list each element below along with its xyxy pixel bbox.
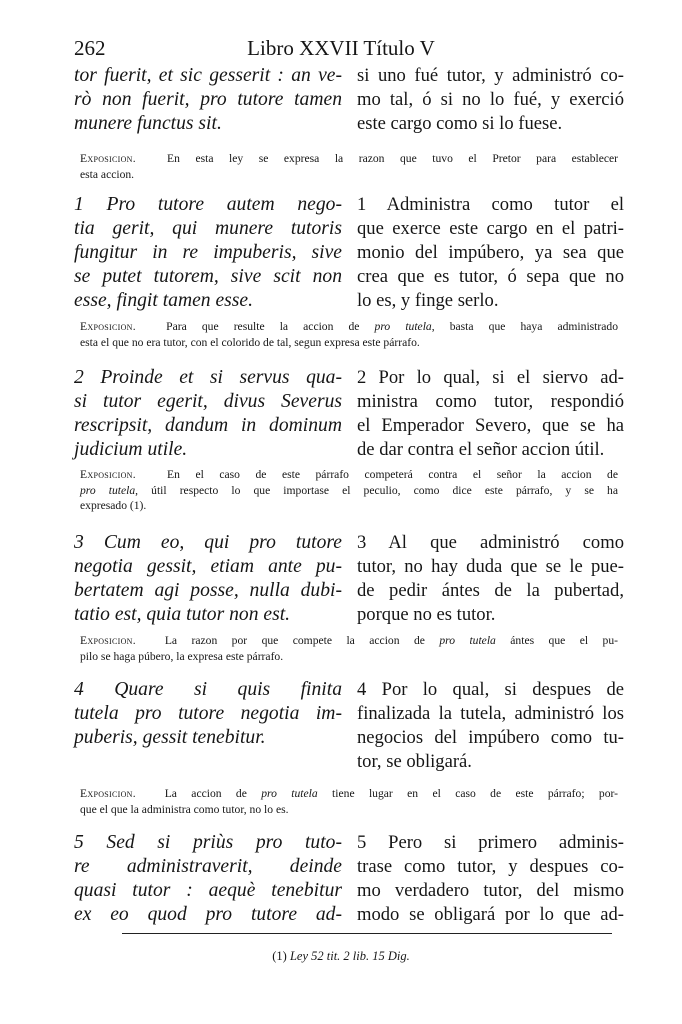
exposicion-label: Exposicion. bbox=[80, 468, 136, 481]
latin-line: 5 Sed si priùs pro tuto- bbox=[74, 832, 342, 853]
latin-line: puberis, gessit tenebitur. bbox=[74, 727, 266, 748]
spanish-line: porque no es tutor. bbox=[357, 604, 496, 625]
exposicion-label: Exposicion. bbox=[80, 152, 136, 165]
exposicion-1: Exposicion. Para que resulte la accion de pro tutela, basta que haya administrado esta el que no era tutor, con el colorido de tal, segun expresa este párrafo. bbox=[80, 320, 618, 349]
spanish-line: finalizada la tutela, administró los bbox=[357, 703, 624, 724]
spanish-line: 4 Por lo qual, si despues de bbox=[357, 679, 624, 700]
spanish-line: monio del impúbero, ya sea que bbox=[357, 242, 624, 263]
exposicion-label: Exposicion. bbox=[80, 634, 136, 647]
latin-line: fungitur in re impuberis, sive bbox=[74, 242, 342, 263]
latin-line: rò non fuerit, pro tutore tamen bbox=[74, 89, 342, 110]
exposicion-4: Exposicion. La accion de pro tutela tiene lugar en el caso de este párrafo; por- que el que la administra como tutor, no lo es. bbox=[80, 787, 619, 816]
latin-line: 4 Quare si quis finita bbox=[74, 679, 342, 700]
page-number: 262 bbox=[74, 36, 106, 60]
spanish-column bbox=[357, 831, 624, 927]
spanish-line: 3 Al que administró como bbox=[357, 532, 624, 553]
latin-column bbox=[74, 64, 342, 136]
latin-line: tutela pro tutore negotia im- bbox=[74, 703, 342, 724]
latin-line: tor fuerit, et sic gesserit : an ve- bbox=[74, 65, 342, 86]
spanish-line: tutor, no hay duda que se le pue- bbox=[357, 556, 624, 577]
exposicion-label: Exposicion. bbox=[80, 787, 136, 800]
latin-line: bertatem agi posse, nulla dubi- bbox=[74, 580, 342, 601]
footnote-marker: (1) bbox=[272, 949, 287, 963]
spanish-line: ministra como tutor, respondió bbox=[357, 391, 624, 412]
spanish-line: este cargo como si lo fuese. bbox=[357, 113, 563, 134]
footnote-text: Ley 52 tit. 2 lib. 15 Dig. bbox=[289, 949, 410, 963]
exposicion-0: Exposicion. En esta ley se expresa la razon que tuvo el Pretor para establecer esta accion. bbox=[80, 152, 619, 181]
latin-line: se putet tutorem, sive scit non bbox=[74, 266, 342, 287]
spanish-line: modo se obligará por lo que ad- bbox=[357, 904, 624, 925]
spanish-line: mo tal, ó si no lo fué, y exerció bbox=[357, 89, 624, 110]
spanish-line: el Emperador Severo, que se ha bbox=[357, 415, 624, 436]
spanish-line: de dar contra el señor accion útil. bbox=[357, 439, 605, 460]
latin-line: re administraverit, deinde bbox=[74, 856, 342, 877]
latin-line: rescripsit, dandum in dominum bbox=[74, 415, 342, 436]
spanish-column bbox=[357, 64, 624, 136]
spanish-line: 1 Administra como tutor el bbox=[357, 194, 624, 215]
spanish-line: tor, se obligará. bbox=[357, 751, 472, 772]
spanish-line: lo es, y finge serlo. bbox=[357, 290, 499, 311]
spanish-column bbox=[357, 678, 624, 774]
latin-column bbox=[74, 193, 342, 313]
spanish-line: 2 Por lo qual, si el siervo ad- bbox=[357, 367, 624, 388]
latin-line: negotia gessit, etiam ante pu- bbox=[74, 556, 342, 577]
spanish-line: que exerce este cargo en el patri- bbox=[357, 218, 624, 239]
spanish-line: trase como tutor, y despues co- bbox=[357, 856, 624, 877]
spanish-line: 5 Pero si primero adminis- bbox=[357, 832, 624, 853]
latin-line: quasi tutor : aequè tenebitur bbox=[74, 880, 342, 901]
latin-line: ex eo quod pro tutore ad- bbox=[74, 904, 342, 925]
latin-line: 2 Proinde et si servus qua- bbox=[74, 367, 342, 388]
footnote bbox=[0, 949, 682, 964]
latin-line: judicium utile. bbox=[74, 439, 188, 460]
page-header bbox=[74, 36, 608, 64]
spanish-column bbox=[357, 531, 624, 627]
exposicion-2: Exposicion. En el caso de este párrafo competerá contra el señor la accion de pro tutela, útil respecto lo que importase el peculio, como dice este párrafo, y se ha expresado (1). bbox=[80, 468, 619, 512]
spanish-line: negocios del impúbero como tu- bbox=[357, 727, 624, 748]
latin-line: tatio est, quia tutor non est. bbox=[74, 604, 291, 625]
exposicion-3: Exposicion. La razon por que compete la accion de pro tutela ántes que el pu- pilo se haga púbero, la expresa este párrafo. bbox=[80, 634, 618, 663]
latin-line: munere functus sit. bbox=[74, 113, 222, 134]
latin-line: 3 Cum eo, qui pro tutore bbox=[74, 532, 342, 553]
latin-column bbox=[74, 366, 342, 462]
latin-line: esse, fingit tamen esse. bbox=[74, 290, 254, 311]
latin-line: tia gerit, qui munere tutoris bbox=[74, 218, 342, 239]
spanish-line: mo verdadero tutor, del mismo bbox=[357, 880, 624, 901]
latin-line: 1 Pro tutore autem nego- bbox=[74, 194, 342, 215]
latin-column bbox=[74, 678, 342, 750]
exposicion-label: Exposicion. bbox=[80, 320, 136, 333]
spanish-column bbox=[357, 193, 624, 313]
latin-column bbox=[74, 831, 342, 927]
footnote-divider bbox=[122, 933, 612, 934]
spanish-line: crea que es tutor, ó sepa que no bbox=[357, 266, 624, 287]
running-head: Libro XXVII Título V bbox=[247, 36, 435, 60]
latin-line: si tutor egerit, divus Severus bbox=[74, 391, 342, 412]
spanish-line: de pedir ántes de la pubertad, bbox=[357, 580, 624, 601]
spanish-column bbox=[357, 366, 624, 462]
latin-column bbox=[74, 531, 342, 627]
spanish-line: si uno fué tutor, y administró co- bbox=[357, 65, 624, 86]
